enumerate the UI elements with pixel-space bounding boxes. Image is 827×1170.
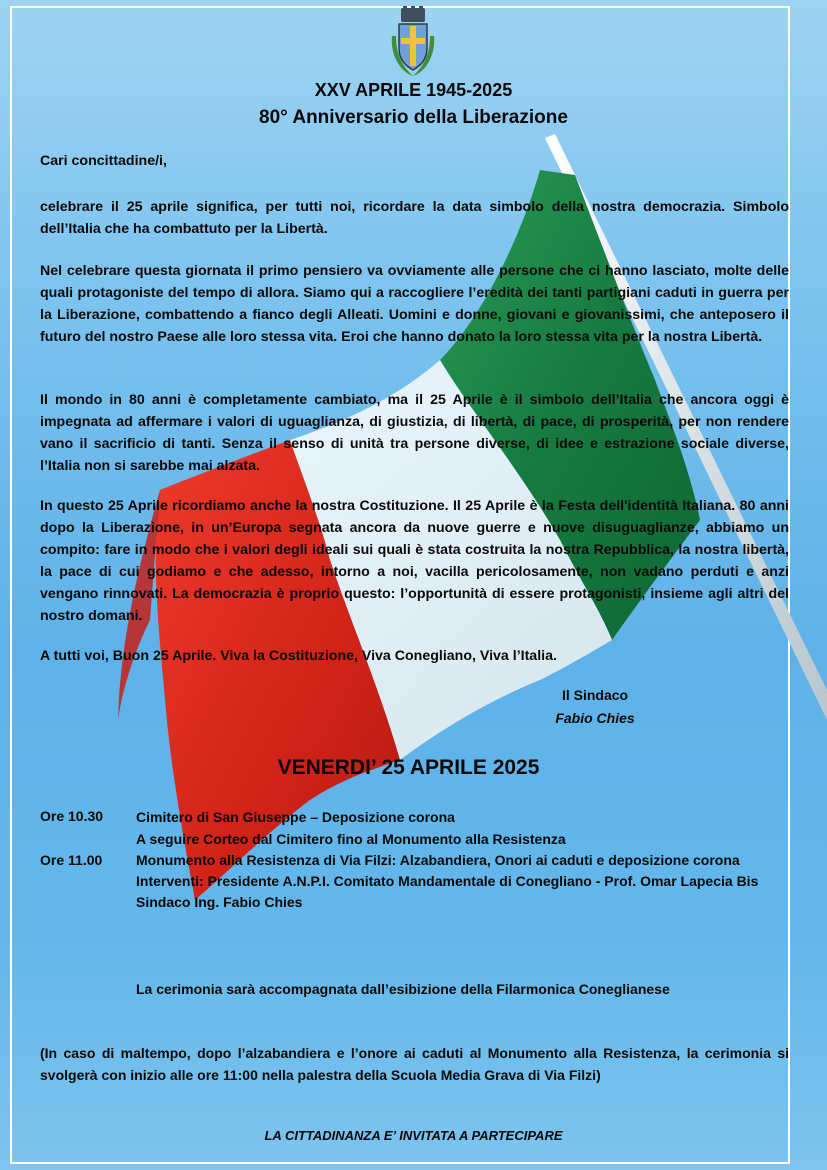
letter-greeting: Cari concittadine/i,	[40, 153, 167, 169]
letter-closing: A tutti voi, Buon 25 Aprile. Viva la Costituzione, Viva Conegliano, Viva l’Italia.	[40, 648, 557, 664]
music-note: La cerimonia sarà accompagnata dall’esibizione della Filarmonica Coneglianese	[136, 981, 670, 997]
event-date-title: VENERDI’ 25 APRILE 2025	[277, 756, 540, 779]
schedule-item-1	[136, 806, 786, 850]
schedule-item-2	[136, 850, 786, 913]
page-title: XXV APRILE 1945-2025	[314, 80, 513, 100]
schedule-item-2-line-1: Monumento alla Resistenza di Via Filzi: Alzabandiera, Onori ai caduti e deposizione corona	[136, 852, 740, 868]
signature-role: Il Sindaco	[561, 687, 629, 703]
invitation-line: LA CITTADINANZA E’ INVITATA A PARTECIPARE	[264, 1128, 563, 1143]
letter-paragraph-2: Nel celebrare questa giornata il primo pensiero va ovviamente alle persone che ci hanno lasciato, molte delle quali protagoniste del tempo di allora. Siamo qui a raccogliere l’eredità dei tanti partigiani caduti in guerra per la Liberazione, combattendo a fianco degli Alleati. Uomini e donne, giovani e giovanissimi, che anteposero il futuro del nostro Paese alle loro stessa vita. Eroi che hanno donato la loro stessa vita per la nostra Libertà.	[40, 263, 789, 345]
schedule-time-1: Ore 10.30	[40, 808, 104, 824]
weather-note: (In caso di maltempo, dopo l’alzabandiera e l’onore ai caduti al Monumento alla Resistenza, la cerimonia si svolgerà con inizio alle ore 11:00 nella palestra della Scuola Media Grava di Via Filzi)	[40, 1045, 789, 1083]
schedule-item-2-line-3: Sindaco Ing. Fabio Chies	[136, 894, 303, 910]
signature-name: Fabio Chies	[555, 710, 635, 726]
letter-paragraph-3: Il mondo in 80 anni è completamente cambiato, ma il 25 Aprile è il simbolo dell’Italia che ancora oggi è impegnata ad affermare i valori di uguaglianza, di giustizia, di libertà, di pace, di prosperità, per non rendere vano il sacrificio di tanti. Senza il senso di unità tra persone diverse, di idee e estrazione sociale diverse, l’Italia non si sarebbe mai alzata.	[40, 392, 789, 474]
letter-paragraph-1: celebrare il 25 aprile significa, per tutti noi, ricordare la data simbolo della nostra democrazia. Simbolo dell’Italia che ha combattuto per la Libertà.	[40, 199, 789, 237]
letter-paragraph-4: In questo 25 Aprile ricordiamo anche la nostra Costituzione. Il 25 Aprile è la Festa dell'identità Italiana. 80 anni dopo la Liberazione, in un’Europa segnata ancora da nuove guerre e nuove disuguaglianze, abbiamo un compito: fare in modo che i valori degli ideali sui quali è stata costruita la nostra Repubblica, la nostra libertà, la pace di cui godiamo e che adesso, intorno a noi, vacilla pericolosamente, non vadano perduti e anzi vengano rinnovati. La democrazia è proprio questo: l’opportunità di essere protagonisti, insieme agli altri del nostro domani.	[40, 498, 789, 624]
schedule-time-2: Ore 11.00	[40, 852, 103, 868]
page-subtitle: 80° Anniversario della Liberazione	[259, 107, 568, 128]
schedule-item-2-line-2: Interventi: Presidente A.N.P.I. Comitato Mandamentale di Conegliano - Prof. Omar Lapecia Bis	[136, 873, 759, 889]
schedule-item-1-line-1: Cimitero di San Giuseppe – Deposizione corona	[136, 809, 455, 825]
schedule-item-1-line-2: A seguire Corteo dal Cimitero fino al Monumento alla Resistenza	[136, 831, 566, 847]
